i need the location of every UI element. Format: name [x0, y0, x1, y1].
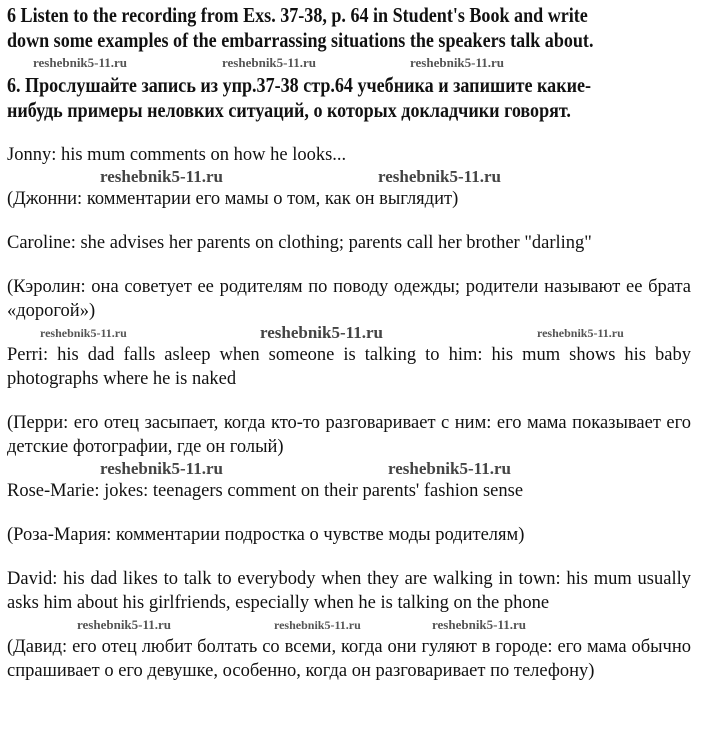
watermark: reshebnik5-11.ru	[432, 617, 527, 632]
answer-perri-en: Perri: his dad falls asleep when someone is talking to him: his mum shows his baby photographs where he is naked	[7, 345, 691, 389]
watermark-row	[7, 615, 691, 635]
task-title-en-line-2: down some examples of the embarrassing situations the speakers talk about.	[7, 28, 594, 52]
answer-rose-marie-en: Rose-Marie: jokes: teenagers comment on their parents' fashion sense	[7, 481, 524, 501]
answer-perri-ru: (Перри: его отец засыпает, когда кто-то разговаривает с ним: его мама показывает его детские фотографии, где он голый)	[7, 413, 691, 457]
spacer	[7, 211, 691, 231]
watermark: reshebnik5-11.ru	[388, 459, 511, 478]
spacer	[7, 255, 691, 275]
watermark-row	[7, 167, 691, 187]
answer-jonny-ru: (Джонни: комментарии его мамы о том, как он выглядит)	[7, 189, 459, 209]
watermark: reshebnik5-11.ru	[77, 617, 172, 632]
watermark: reshebnik5-11.ru	[222, 55, 317, 70]
answer-caroline-en: Caroline: she advises her parents on clothing; parents call her brother "darling"	[7, 233, 592, 253]
watermark: reshebnik5-11.ru	[537, 326, 624, 340]
watermark: reshebnik5-11.ru	[260, 323, 383, 342]
watermark-row	[7, 459, 691, 479]
answer-jonny-en: Jonny: his mum comments on how he looks...	[7, 145, 347, 165]
answer-david-en: David: his dad likes to talk to everybody when they are walking in town: his mum usually asks him about his girlfriends, especially when he is talking on the phone	[7, 569, 691, 613]
watermark-row	[7, 53, 691, 73]
task-title-ru-line-2: нибудь примеры неловких ситуаций, о которых докладчики говорят.	[7, 98, 571, 122]
answer-david-ru: (Давид: его отец любит болтать со всеми, когда они гуляют в городе: его мама обычно спрашивает о его девушке, особенно, когда он разговаривает по телефону)	[7, 637, 691, 681]
spacer	[7, 391, 691, 411]
watermark: reshebnik5-11.ru	[40, 326, 127, 340]
task-title-ru-line-1: 6. Прослушайте запись из упр.37-38 стр.64 учебника и запишите какие-	[7, 73, 592, 97]
answer-caroline-ru: (Кэролин: она советует ее родителям по поводу одежды; родители называют ее брата «дорогой»)	[7, 277, 691, 321]
watermark: reshebnik5-11.ru	[410, 55, 505, 70]
watermark: reshebnik5-11.ru	[33, 55, 128, 70]
spacer	[7, 547, 691, 567]
answer-rose-marie-ru: (Роза-Мария: комментарии подростка о чувстве моды родителям)	[7, 525, 525, 545]
watermark-row	[7, 323, 691, 343]
spacer	[7, 503, 691, 523]
watermark: reshebnik5-11.ru	[100, 459, 223, 478]
watermark: reshebnik5-11.ru	[378, 167, 501, 186]
watermark: reshebnik5-11.ru	[100, 167, 223, 186]
task-title-en-line-1: 6 Listen to the recording from Exs. 37-38, p. 64 in Student's Book and write	[7, 3, 588, 27]
watermark: reshebnik5-11.ru	[274, 618, 361, 632]
spacer	[7, 123, 691, 143]
